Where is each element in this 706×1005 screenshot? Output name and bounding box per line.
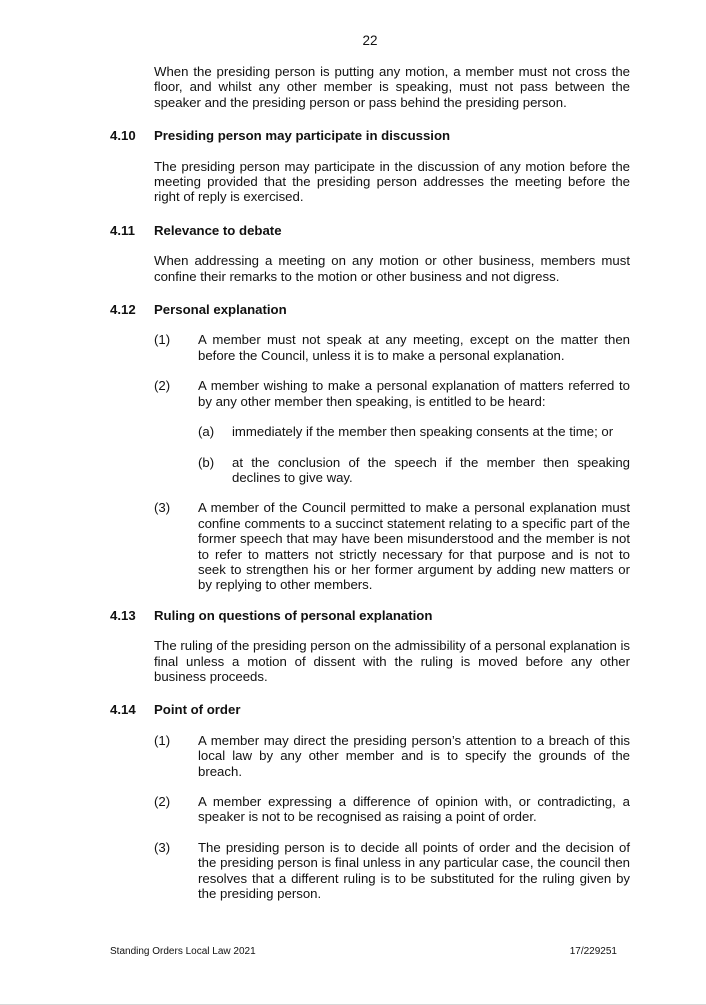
section-title: Presiding person may participate in discussion	[154, 128, 451, 144]
section-number: 4.12	[110, 302, 136, 318]
item-text: A member must not speak at any meeting, except on the matter then before the Council, unless it is to make a personal explanation.	[198, 332, 630, 363]
item-number: (3)	[154, 839, 171, 855]
footer-document-title: Standing Orders Local Law 2021	[110, 946, 256, 957]
list-item	[154, 378, 630, 409]
section-title: Ruling on questions of personal explanation	[154, 607, 433, 623]
item-number: (2)	[154, 378, 171, 394]
section-heading-4-11	[110, 223, 630, 238]
item-text: A member wishing to make a personal explanation of matters referred to by any other member then speaking, is entitled to be heard:	[198, 378, 630, 409]
document-body	[110, 64, 630, 916]
sub-list-item	[198, 455, 630, 486]
page-footer	[110, 946, 617, 957]
intro-paragraph: When the presiding person is putting any motion, a member must not cross the floor, and whilst any other member is speaking, must not pass between the speaker and the presiding person or pass behind the presiding person.	[154, 64, 630, 110]
section-paragraph: The presiding person may participate in the discussion of any motion before the meeting provided that the presiding person addresses the meeting before the right of reply is exercised.	[154, 158, 630, 205]
item-number: (2)	[154, 794, 171, 809]
list-item	[154, 840, 630, 902]
subitem-text: at the conclusion of the speech if the member then speaking declines to give way.	[232, 454, 630, 485]
footer-reference-number: 17/229251	[569, 946, 617, 957]
list-item	[154, 733, 630, 779]
section-paragraph: When addressing a meeting on any motion or other business, members must confine their remarks to the motion or other business and not digress.	[154, 253, 630, 284]
item-number: (1)	[154, 732, 171, 748]
item-number: (1)	[154, 332, 171, 348]
item-text: A member may direct the presiding person’s attention to a breach of this local law by any other member and is to specify the grounds of the breach.	[198, 732, 630, 779]
section-heading-4-12	[110, 302, 630, 317]
page-number: 22	[362, 33, 378, 48]
section-number: 4.11	[110, 222, 135, 238]
list-item	[154, 332, 630, 363]
section-heading-4-14	[110, 702, 630, 717]
section-number: 4.13	[110, 607, 136, 623]
section-number: 4.14	[110, 702, 136, 718]
item-number: (3)	[154, 500, 171, 516]
section-number: 4.10	[110, 128, 136, 144]
list-item	[154, 500, 630, 592]
section-heading-4-13	[110, 608, 630, 623]
sub-list-item	[198, 424, 630, 439]
item-text: A member expressing a difference of opinion with, or contradicting, a speaker is not to be recognised as raising a point of order.	[198, 794, 630, 825]
list-item	[154, 794, 630, 825]
section-heading-4-10	[110, 128, 630, 143]
subitem-number: (b)	[198, 454, 215, 470]
item-text: The presiding person is to decide all points of order and the decision of the presiding person is final unless in any particular case, the council then resolves that a different ruling is to be substituted for the ruling given by the presiding person.	[198, 839, 630, 902]
section-title: Point of order	[154, 702, 241, 718]
section-title: Relevance to debate	[154, 222, 282, 238]
section-paragraph: The ruling of the presiding person on the admissibility of a personal explanation is final unless a motion of dissent with the ruling is moved before any other business proceeds.	[154, 638, 630, 684]
section-title: Personal explanation	[154, 302, 287, 318]
item-text: A member of the Council permitted to make a personal explanation must confine comments to a succinct statement relating to a specific part of the former speech that may have been misunderstood and the member is not to refer to matters not strictly necessary for that purpose and is not to seek to strengthen his or her former argument by adding new matters or by replying to other members.	[198, 500, 630, 593]
subitem-number: (a)	[198, 424, 215, 440]
subitem-text: immediately if the member then speaking consents at the time; or	[232, 424, 614, 440]
